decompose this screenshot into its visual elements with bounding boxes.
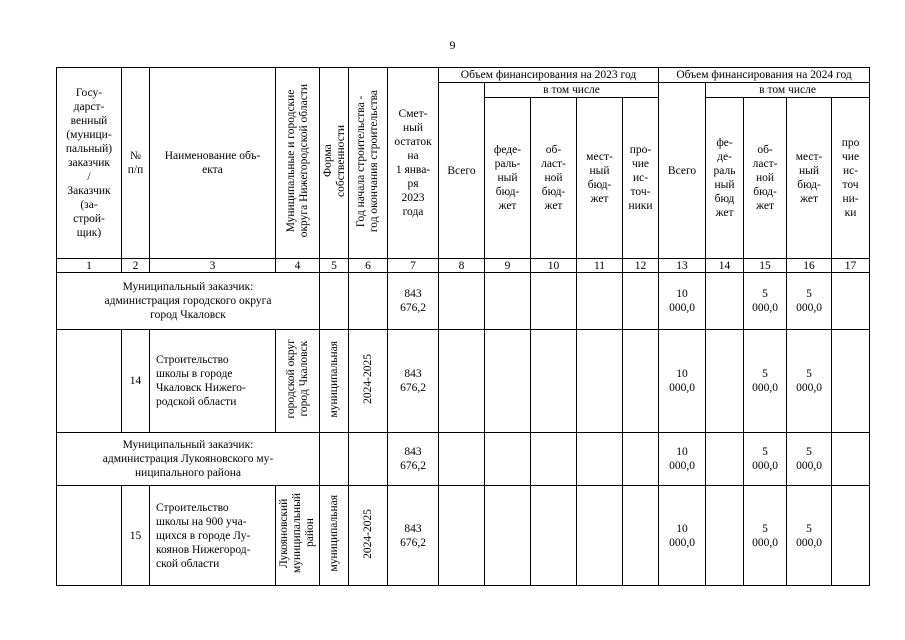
customer-cell: Муниципальный заказчик: администрация Лукояновского му- ниципального района	[57, 433, 320, 486]
header-federal-2024: фе- де- раль ный бюд жет	[706, 98, 744, 259]
remaining-cell: 843 676,2	[388, 433, 439, 486]
col-number: 6	[349, 259, 388, 273]
cell	[577, 330, 623, 433]
cell	[320, 433, 349, 486]
cell	[623, 433, 659, 486]
col-number: 8	[439, 259, 485, 273]
header-years	[349, 68, 388, 259]
header-ownership	[320, 68, 349, 259]
customer-cell: Муниципальный заказчик: администрация городского округа город Чкаловск	[57, 273, 320, 330]
cell	[485, 486, 531, 586]
col-number: 12	[623, 259, 659, 273]
header-total-2024: Всего	[659, 83, 706, 259]
local-2024-cell: 5 000,0	[787, 486, 832, 586]
col-number: 1	[57, 259, 122, 273]
cell	[577, 433, 623, 486]
header-municipality-text: Муниципальные и городские округа Нижегородской области	[284, 84, 310, 238]
col-number: 11	[577, 259, 623, 273]
municipality-text: городской округ город Чкаловск	[284, 339, 310, 419]
cell	[349, 433, 388, 486]
col-number: 2	[122, 259, 150, 273]
cell	[832, 486, 870, 586]
years-cell	[349, 486, 388, 586]
cell	[485, 273, 531, 330]
local-2024-cell: 5 000,0	[787, 273, 832, 330]
ownership-cell	[320, 486, 349, 586]
cell	[485, 433, 531, 486]
years-text: 2024-2025	[361, 354, 374, 404]
object-name-cell: Строительство школы на 900 уча- щихся в городе Лу- коянов Нижегород- ской области	[150, 486, 276, 586]
cell	[577, 486, 623, 586]
regional-2024-cell: 5 000,0	[744, 330, 787, 433]
col-number: 5	[320, 259, 349, 273]
cell	[439, 486, 485, 586]
col-number: 4	[276, 259, 320, 273]
cell	[531, 273, 577, 330]
remaining-cell: 843 676,2	[388, 273, 439, 330]
col-number: 15	[744, 259, 787, 273]
col-number: 14	[706, 259, 744, 273]
table-row	[57, 330, 870, 433]
regional-2024-cell: 5 000,0	[744, 273, 787, 330]
cell	[706, 330, 744, 433]
cell	[623, 330, 659, 433]
regional-2024-cell: 5 000,0	[744, 486, 787, 586]
table-row	[57, 433, 870, 486]
num-cell: 15	[122, 486, 150, 586]
header-incl-2024: в том числе	[706, 83, 870, 98]
years-cell	[349, 330, 388, 433]
header-federal-2023: феде- раль- ный бюд- жет	[485, 98, 531, 259]
cell	[439, 330, 485, 433]
municipality-text: Лукояновский муниципальный район	[278, 493, 316, 574]
header-row	[57, 68, 870, 83]
cell	[832, 330, 870, 433]
column-number-row	[57, 259, 870, 273]
header-municipality	[276, 68, 320, 259]
table-row	[57, 273, 870, 330]
header-customer: Госу- дарст- венный (муници- пальный) заказчик / Заказчик (за- строй- щик)	[57, 68, 122, 259]
total-2024-cell: 10 000,0	[659, 486, 706, 586]
cell	[623, 273, 659, 330]
table-row	[57, 486, 870, 586]
cell	[706, 433, 744, 486]
financing-table	[56, 67, 870, 586]
header-local-2024: мест- ный бюд- жет	[787, 98, 832, 259]
header-regional-2024: об- ласт- ной бюд- жет	[744, 98, 787, 259]
ownership-cell	[320, 330, 349, 433]
header-years-text: Год начала строительства - год окончания строительства	[355, 89, 380, 233]
header-fin-2023: Объем финансирования на 2023 год	[439, 68, 659, 83]
header-fin-2024: Объем финансирования на 2024 год	[659, 68, 870, 83]
header-other-2023: про- чие ис- точ- ники	[623, 98, 659, 259]
cell	[577, 273, 623, 330]
cell	[832, 433, 870, 486]
municipality-cell	[276, 330, 320, 433]
col-number: 16	[787, 259, 832, 273]
col-number: 13	[659, 259, 706, 273]
header-local-2023: мест- ный бюд- жет	[577, 98, 623, 259]
header-regional-2023: об- ласт- ной бюд- жет	[531, 98, 577, 259]
header-object-name: Наименование объ- екта	[150, 68, 276, 259]
cell	[623, 486, 659, 586]
ownership-text: муниципальная	[327, 340, 340, 418]
cell	[439, 433, 485, 486]
years-text: 2024-2025	[361, 508, 374, 559]
header-other-2024: про чие ис- точ ни- ки	[832, 98, 870, 259]
col-number: 10	[531, 259, 577, 273]
cell	[706, 486, 744, 586]
municipality-cell	[276, 486, 320, 586]
cell	[832, 273, 870, 330]
total-2024-cell: 10 000,0	[659, 273, 706, 330]
cell	[439, 273, 485, 330]
header-ownership-text: Форма собственности	[322, 125, 347, 197]
remaining-cell: 843 676,2	[388, 486, 439, 586]
cell	[320, 273, 349, 330]
ownership-text: муниципальная	[327, 495, 340, 572]
cell	[531, 433, 577, 486]
cell	[57, 330, 122, 433]
col-number: 9	[485, 259, 531, 273]
cell	[706, 273, 744, 330]
cell	[531, 330, 577, 433]
total-2024-cell: 10 000,0	[659, 433, 706, 486]
col-number: 7	[388, 259, 439, 273]
header-remaining: Смет- ный остаток на 1 янва- ря 2023 года	[388, 68, 439, 259]
total-2024-cell: 10 000,0	[659, 330, 706, 433]
regional-2024-cell: 5 000,0	[744, 433, 787, 486]
local-2024-cell: 5 000,0	[787, 433, 832, 486]
cell	[531, 486, 577, 586]
cell	[349, 273, 388, 330]
cell	[57, 486, 122, 586]
header-num: № п/п	[122, 68, 150, 259]
num-cell: 14	[122, 330, 150, 433]
header-incl-2023: в том числе	[485, 83, 659, 98]
object-name-cell: Строительство школы в городе Чкаловск Нижего- родской области	[150, 330, 276, 433]
local-2024-cell: 5 000,0	[787, 330, 832, 433]
col-number: 17	[832, 259, 870, 273]
cell	[485, 330, 531, 433]
page-number: 9	[449, 38, 456, 52]
remaining-cell: 843 676,2	[388, 330, 439, 433]
header-total-2023: Всего	[439, 83, 485, 259]
col-number: 3	[150, 259, 276, 273]
